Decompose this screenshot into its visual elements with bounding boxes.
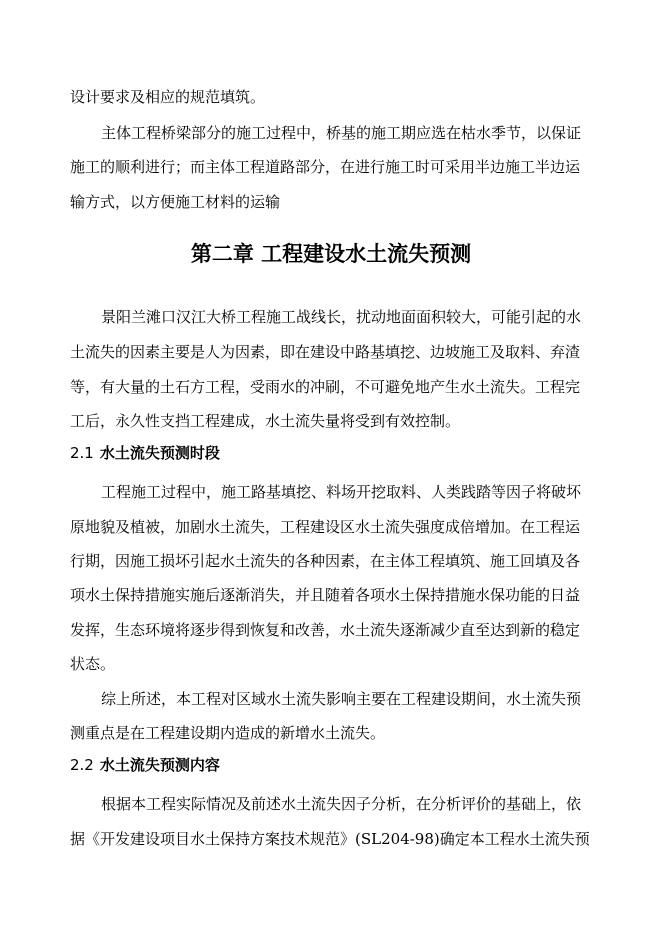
text-fragment: 据《开发建设项目水土保持方案技术规范》 [70, 830, 356, 848]
text-line: 设计要求及相应的规范填筑。 [70, 88, 266, 106]
standard-code: (SL204-98) [355, 830, 440, 848]
text-line: 行期，因施工损坏引起水土流失的各种因素，在主体工程填筑、施工回填及各 [70, 552, 581, 570]
text-line: 工后，永久性支挡工程建成，水土流失量将受到有效控制。 [70, 412, 461, 430]
section-heading [70, 755, 220, 775]
text-line [70, 829, 590, 849]
text-line: 状态。 [70, 655, 116, 673]
section-title: 水土流失预测时段 [99, 444, 220, 462]
text-fragment: 确定本工程水土流失预 [439, 830, 590, 848]
section-title: 水土流失预测内容 [99, 756, 220, 774]
text-line: 项水土保持措施实施后逐渐消失，并且随着各项水土保持措施水保功能的日益 [70, 586, 581, 604]
text-line: 土流失的因素主要是人为因素，即在建设中路基填挖、边坡施工及取料、弃渣 [70, 343, 581, 361]
text-line: 工程施工过程中，施工路基填挖、料场开挖取料、人类践踏等因子将破坏 [101, 483, 582, 501]
text-line: 景阳兰滩口汉江大桥工程施工战线长，扰动地面面积较大，可能引起的水 [101, 308, 582, 326]
text-line: 等，有大量的土石方工程，受雨水的冲刷，不可避免地产生水土流失。工程完 [70, 378, 581, 396]
text-line: 施工的顺利进行；而主体工程道路部分，在进行施工时可采用半边施工半边运 [70, 158, 581, 176]
text-line: 发挥，生态环境将逐步得到恢复和改善，水土流失逐渐减少直至达到新的稳定 [70, 621, 581, 639]
section-heading [70, 443, 220, 463]
text-line: 主体工程桥梁部分的施工过程中，桥基的施工期应选在枯水季节，以保证 [101, 124, 582, 142]
text-line: 综上所述，本工程对区域水土流失影响主要在工程建设期间，水土流失预 [101, 690, 582, 708]
text-line: 原地貌及植被，加剧水土流失，工程建设区水土流失强度成倍增加。在工程运 [70, 518, 581, 536]
section-number: 2.2 [70, 756, 94, 774]
text-line: 测重点是在工程建设期内造成的新增水土流失。 [70, 724, 386, 742]
text-line: 根据本工程实际情况及前述水土流失因子分析，在分析评价的基础上，依 [101, 795, 582, 813]
text-line: 输方式，以方便施工材料的运输 [70, 193, 281, 211]
chapter-title: 第二章 工程建设水土流失预测 [190, 242, 472, 266]
section-number: 2.1 [70, 444, 94, 462]
